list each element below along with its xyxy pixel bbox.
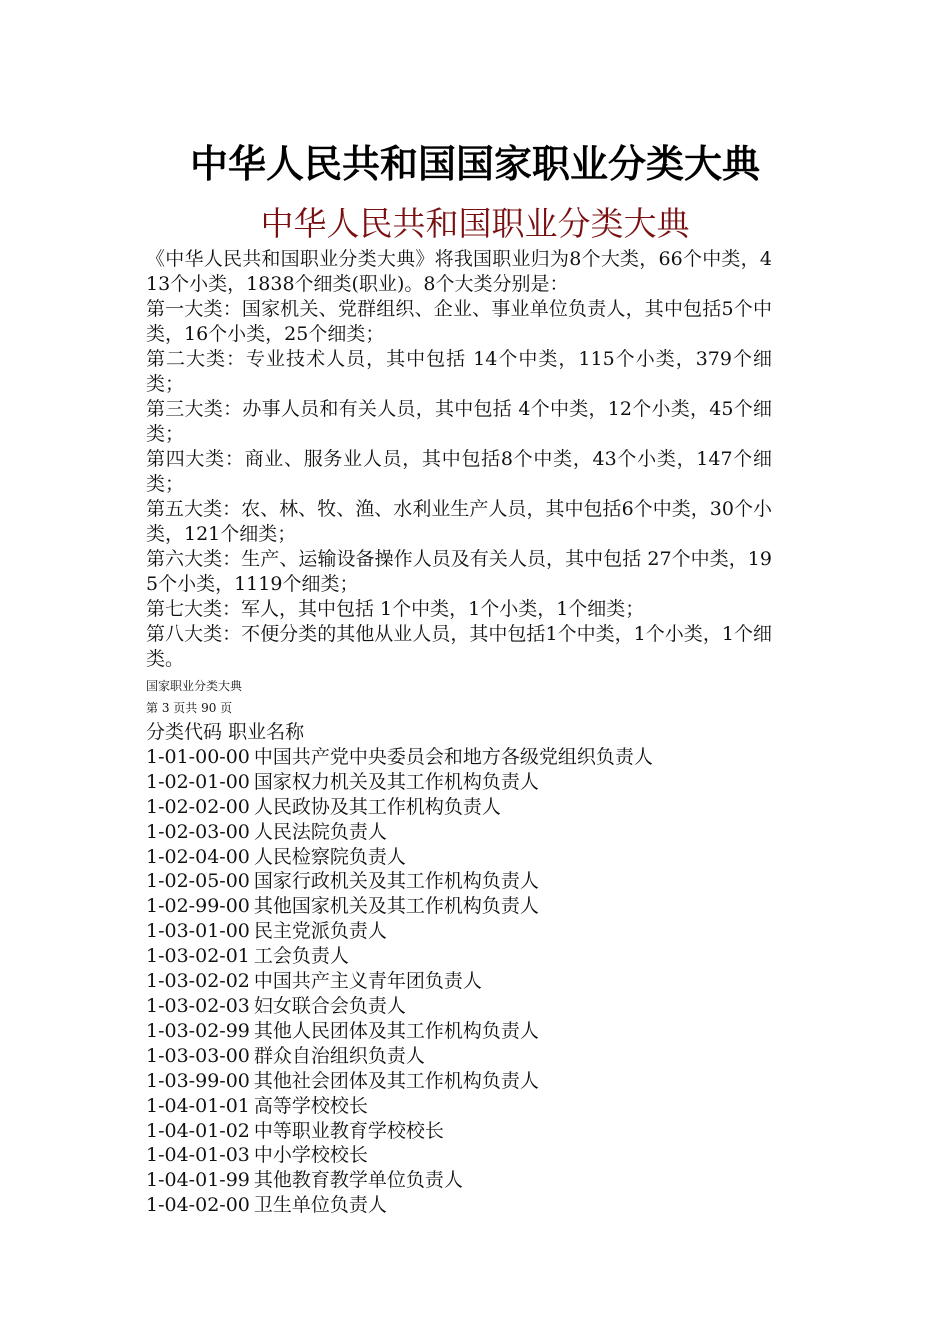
list-item	[146, 994, 786, 1019]
list-item	[146, 795, 786, 820]
occupation-name: 其他教育教学单位负责人	[253, 1169, 463, 1192]
category-item: 第八大类：不便分类的其他从业人员，其中包括1个中类，1个小类，1个细类。	[146, 623, 772, 670]
occupation-code: 1-03-02-01	[146, 945, 250, 968]
occupation-name: 中国共产主义青年团负责人	[253, 970, 482, 993]
intro-section	[146, 247, 772, 672]
list-item	[146, 1119, 786, 1144]
occupation-name: 中小学校校长	[253, 1144, 368, 1167]
occupation-code: 1-01-00-00	[146, 745, 250, 768]
category-item: 第三大类：办事人员和有关人员，其中包括 4个中类，12个小类，45个细类；	[146, 398, 772, 445]
list-item	[146, 770, 786, 795]
occupation-code: 1-04-02-00	[146, 1194, 250, 1217]
category-item: 第七大类：军人，其中包括 1个中类，1个小类，1个细类；	[146, 598, 645, 620]
occupation-code: 1-04-01-02	[146, 1119, 250, 1142]
occupation-code: 1-02-99-00	[146, 895, 250, 918]
category-item: 第四大类：商业、服务业人员，其中包括8个中类，43个小类，147个细类；	[146, 448, 772, 495]
occupation-code: 1-04-01-03	[146, 1144, 250, 1167]
code-rows	[146, 745, 786, 1218]
page-title: 中华人民共和国国家职业分类大典	[189, 142, 760, 186]
occupation-code-list	[146, 720, 786, 1218]
occupation-name: 中国共产党中央委员会和地方各级党组织负责人	[253, 745, 653, 768]
category-item: 第二大类：专业技术人员，其中包括 14个中类，115个小类，379个细类；	[146, 348, 772, 395]
category-item: 第一大类：国家机关、党群组织、企业、事业单位负责人，其中包括5个中类，16个小类，25个细类；	[146, 298, 772, 345]
occupation-code: 1-02-05-00	[146, 870, 250, 893]
list-item	[146, 1168, 786, 1193]
page-number: 第 3 页共 90 页	[146, 701, 233, 715]
list-item	[146, 944, 786, 969]
occupation-name: 其他社会团体及其工作机构负责人	[253, 1069, 539, 1092]
list-item	[146, 919, 786, 944]
list-item	[146, 869, 786, 894]
occupation-code: 1-02-03-00	[146, 820, 250, 843]
category-item: 第五大类：农、林、牧、渔、水利业生产人员，其中包括6个中类，30个小类，121个细类；	[146, 498, 772, 545]
occupation-name: 国家权力机关及其工作机构负责人	[253, 770, 539, 793]
list-item	[146, 845, 786, 870]
occupation-name: 人民检察院负责人	[253, 845, 406, 868]
header-code: 分类代码	[146, 721, 223, 743]
list-item	[146, 1019, 786, 1044]
list-item	[146, 1143, 786, 1168]
occupation-name: 卫生单位负责人	[253, 1194, 387, 1217]
intro-paragraph: 《中华人民共和国职业分类大典》将我国职业归为8个大类，66个中类，413个小类，1838个细类(职业)。8个大类分别是：	[146, 248, 772, 295]
category-item: 第六大类：生产、运输设备操作人员及有关人员，其中包括 27个中类，195个小类，1119个细类；	[146, 548, 772, 595]
occupation-name: 工会负责人	[253, 945, 349, 968]
occupation-name: 人民法院负责人	[253, 820, 387, 843]
occupation-name: 高等学校校长	[253, 1094, 368, 1117]
header-name: 职业名称	[228, 721, 305, 743]
occupation-code: 1-03-99-00	[146, 1069, 250, 1092]
occupation-name: 其他人民团体及其工作机构负责人	[253, 1019, 539, 1042]
occupation-code: 1-03-02-03	[146, 994, 250, 1017]
occupation-code: 1-02-04-00	[146, 845, 250, 868]
occupation-name: 人民政协及其工作机构负责人	[253, 795, 501, 818]
document-label: 国家职业分类大典	[146, 679, 243, 693]
list-header	[146, 720, 786, 745]
occupation-code: 1-03-01-00	[146, 920, 250, 943]
occupation-code: 1-04-01-99	[146, 1169, 250, 1192]
occupation-code: 1-03-02-99	[146, 1019, 250, 1042]
page-subtitle: 中华人民共和国职业分类大典	[260, 204, 690, 243]
list-item	[146, 894, 786, 919]
list-item	[146, 820, 786, 845]
occupation-code: 1-03-02-02	[146, 970, 250, 993]
list-item	[146, 1193, 786, 1218]
occupation-name: 妇女联合会负责人	[253, 994, 406, 1017]
occupation-code: 1-02-02-00	[146, 795, 250, 818]
list-item	[146, 1044, 786, 1069]
occupation-name: 国家行政机关及其工作机构负责人	[253, 870, 539, 893]
list-item	[146, 1069, 786, 1094]
occupation-name: 其他国家机关及其工作机构负责人	[253, 895, 539, 918]
occupation-name: 群众自治组织负责人	[253, 1044, 425, 1067]
occupation-code: 1-02-01-00	[146, 770, 250, 793]
occupation-name: 民主党派负责人	[253, 920, 387, 943]
list-item	[146, 1094, 786, 1119]
occupation-name: 中等职业教育学校校长	[253, 1119, 444, 1142]
occupation-code: 1-03-03-00	[146, 1044, 250, 1067]
list-item	[146, 969, 786, 994]
list-item	[146, 745, 786, 770]
occupation-code: 1-04-01-01	[146, 1094, 250, 1117]
